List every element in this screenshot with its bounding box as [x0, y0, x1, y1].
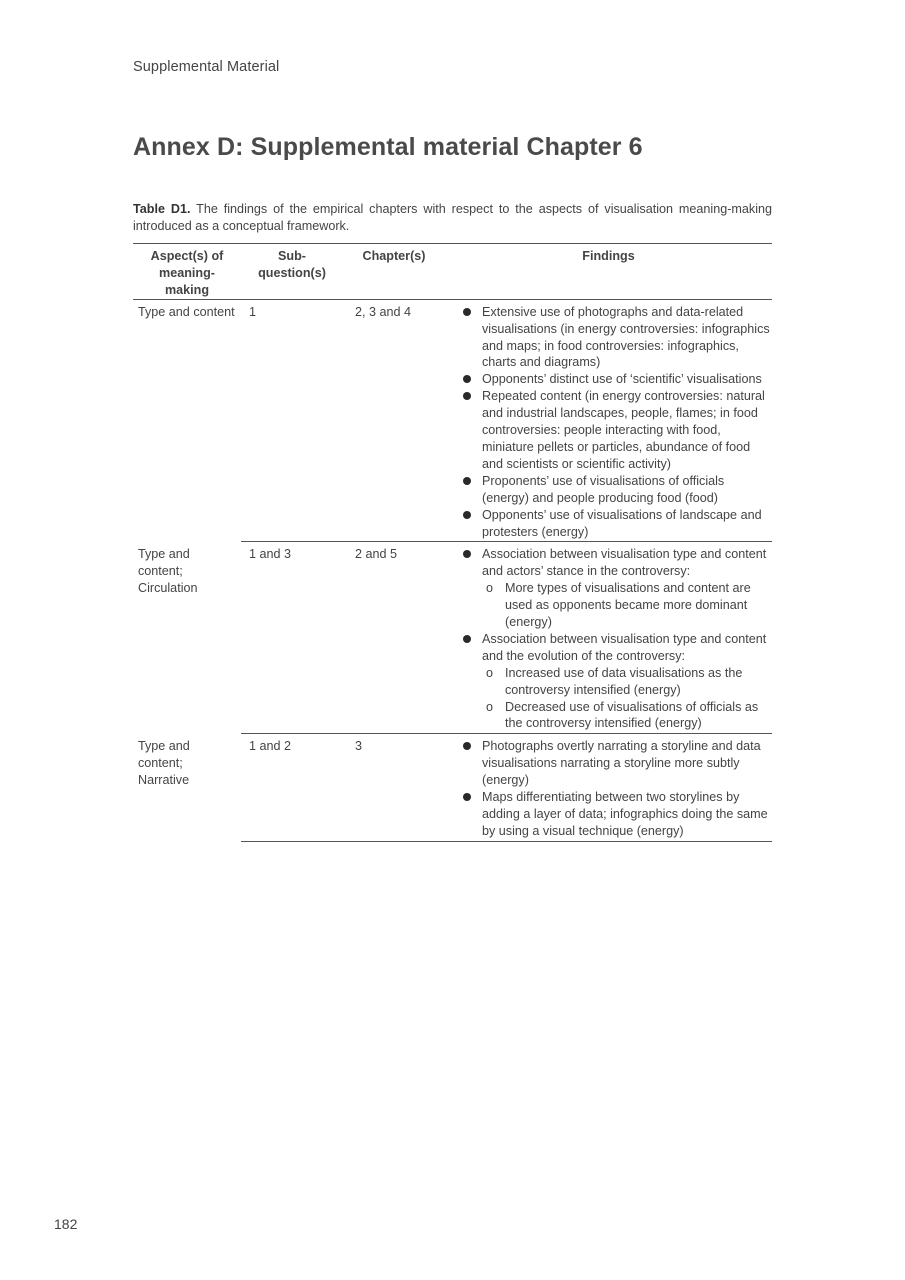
running-header: Supplemental Material — [133, 59, 280, 75]
cell-aspect: Type and content — [138, 304, 235, 319]
cell-aspect: Type and content; Narrative — [138, 738, 190, 787]
header-chapters: Chapter(s) — [343, 244, 445, 300]
table-row — [133, 299, 772, 542]
cell-subquestions: 1 and 3 — [241, 542, 343, 734]
findings-list — [459, 546, 770, 732]
sub-findings-list — [482, 580, 770, 631]
cell-chapters: 2, 3 and 4 — [343, 299, 445, 542]
finding-item — [459, 473, 770, 507]
finding-item — [459, 304, 770, 372]
finding-text: Association between visualisation type and content and actors’ stance in the controversy: — [482, 547, 767, 579]
cell-chapters: 3 — [343, 734, 445, 841]
finding-text: Repeated content (in energy controversies: natural and industrial landscapes, people, flames; in food controversies: people interacting with food, miniature pellets or particles, abundance of food and scientists or scientific activity) — [482, 389, 765, 471]
sub-finding-item: o More types of visualisations and content are used as opponents became more dominant (energy) — [482, 580, 770, 631]
page-title: Annex D: Supplemental material Chapter 6 — [133, 133, 643, 161]
finding-text: Association between visualisation type and content and the evolution of the controversy: — [482, 631, 767, 663]
cell-subquestions: 1 — [241, 299, 343, 542]
cell-chapters: 2 and 5 — [343, 542, 445, 734]
sub-finding-item: o Decreased use of visualisations of officials as the controversy intensified (energy) — [482, 699, 770, 733]
finding-text: Photographs overtly narrating a storyline and data visualisations narrating a storyline more subtly (energy) — [482, 739, 761, 788]
finding-text: Opponents’ distinct use of ‘scientific’ visualisations — [482, 372, 762, 387]
finding-item — [459, 388, 770, 473]
findings-table — [133, 243, 772, 842]
sub-findings-list — [482, 665, 770, 733]
finding-text: Extensive use of photographs and data-related visualisations (in energy controversies: infographics and maps; in food controversies: infographics, charts and diagrams) — [482, 304, 770, 370]
table-caption — [133, 201, 772, 235]
cell-findings — [445, 734, 772, 841]
cell-aspect: Type and content; Circulation — [138, 546, 198, 595]
table-row — [133, 542, 772, 734]
table-header-row — [133, 244, 772, 300]
finding-item — [459, 507, 770, 541]
finding-text: Opponents’ use of visualisations of landscape and protesters (energy) — [482, 507, 762, 539]
cell-findings — [445, 542, 772, 734]
finding-item — [459, 789, 770, 840]
header-subquestions: Sub-question(s) — [241, 244, 343, 300]
table-row — [133, 734, 772, 841]
header-aspect: Aspect(s) of meaning-making — [133, 244, 241, 300]
findings-list — [459, 304, 770, 541]
finding-item — [459, 631, 770, 732]
table-body — [133, 299, 772, 841]
page-number: 182 — [54, 1216, 78, 1232]
header-findings: Findings — [445, 244, 772, 300]
finding-text: Proponents’ use of visualisations of officials (energy) and people producing food (food) — [482, 473, 725, 505]
finding-text: Maps differentiating between two storylines by adding a layer of data; infographics doing the same by using a visual technique (energy) — [482, 790, 768, 838]
caption-text: The findings of the empirical chapters with respect to the aspects of visualisation meaning-making introduced as a conceptual framework. — [133, 202, 773, 233]
caption-label: Table D1. — [133, 202, 191, 216]
findings-list — [459, 738, 770, 839]
cell-findings — [445, 299, 772, 542]
sub-finding-item: o Increased use of data visualisations as the controversy intensified (energy) — [482, 665, 770, 699]
finding-item — [459, 546, 770, 631]
cell-subquestions: 1 and 2 — [241, 734, 343, 841]
finding-item — [459, 371, 770, 388]
finding-item — [459, 738, 770, 789]
